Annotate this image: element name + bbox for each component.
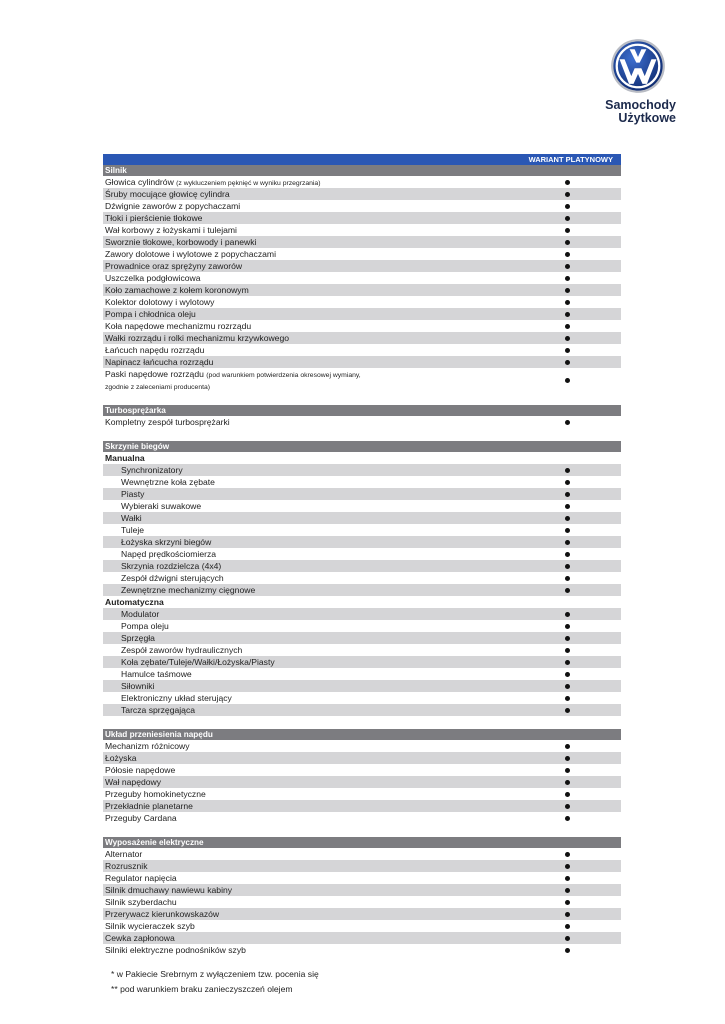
- table-row: [103, 920, 621, 932]
- row-label: [121, 548, 216, 560]
- included-dot-icon: [565, 792, 570, 797]
- row-label-text: Łańcuch napędu rozrządu: [105, 345, 205, 355]
- brand-name: [605, 99, 676, 125]
- row-label: [105, 812, 177, 824]
- row-label: [105, 740, 190, 752]
- row-label-text: Cewka zapłonowa: [105, 933, 175, 943]
- included-dot-icon: [565, 696, 570, 701]
- included-dot-icon: [565, 552, 570, 557]
- included-dot-icon: [565, 564, 570, 569]
- table-row: [103, 812, 621, 824]
- included-dot-icon: [565, 378, 570, 383]
- row-label: [105, 752, 137, 764]
- table-row: [103, 488, 621, 500]
- row-label-text: Przeguby homokinetyczne: [105, 789, 206, 799]
- table-row: [103, 800, 621, 812]
- row-label-text: Piasty: [121, 489, 145, 499]
- row-label: [121, 668, 192, 680]
- brand-line-1: Samochody: [605, 98, 676, 112]
- included-dot-icon: [565, 780, 570, 785]
- included-dot-icon: [565, 876, 570, 881]
- table-row: [103, 320, 621, 332]
- row-label-text: Śruby mocujące głowicę cylindra: [105, 189, 230, 199]
- table-row: [103, 656, 621, 668]
- row-label-text: Głowica cylindrów: [105, 177, 174, 187]
- table-row: [103, 872, 621, 884]
- included-dot-icon: [565, 804, 570, 809]
- row-label-text: Wałki rozrządu i rolki mechanizmu krzywkowego: [105, 333, 290, 343]
- included-dot-icon: [565, 240, 570, 245]
- table-row: [103, 176, 621, 188]
- included-dot-icon: [565, 528, 570, 533]
- row-label: [121, 656, 275, 668]
- row-label-text: Tłoki i pierścienie tłokowe: [105, 213, 203, 223]
- included-dot-icon: [565, 312, 570, 317]
- included-dot-icon: [565, 504, 570, 509]
- table-row: [103, 740, 621, 752]
- row-label-text: Prowadnice oraz sprężyny zaworów: [105, 261, 243, 271]
- included-dot-icon: [565, 612, 570, 617]
- included-dot-icon: [565, 684, 570, 689]
- included-dot-icon: [565, 816, 570, 821]
- table-row: [103, 788, 621, 800]
- row-note: (pod warunkiem potwierdzenia okresowej wymiany,: [206, 372, 361, 379]
- table-header: [103, 154, 621, 165]
- row-label: [121, 644, 242, 656]
- table-row: [103, 572, 621, 584]
- row-label: [105, 884, 232, 896]
- included-dot-icon: [565, 744, 570, 749]
- included-dot-icon: [565, 336, 570, 341]
- row-label-text: Manualna: [105, 453, 145, 463]
- row-label-text: Automatyczna: [105, 597, 164, 607]
- row-label: [105, 224, 237, 236]
- row-label-text: Sprzęgła: [121, 633, 155, 643]
- included-dot-icon: [565, 252, 570, 257]
- included-dot-icon: [565, 468, 570, 473]
- row-label: [105, 872, 177, 884]
- row-label-text: Hamulce taśmowe: [121, 669, 192, 679]
- row-label: [105, 452, 145, 464]
- included-dot-icon: [565, 180, 570, 185]
- row-label-text: Sworznie tłokowe, korbowody i panewki: [105, 237, 257, 247]
- included-dot-icon: [565, 768, 570, 773]
- row-label-text: Synchronizatory: [121, 465, 183, 475]
- included-dot-icon: [565, 492, 570, 497]
- row-label-text: Tuleje: [121, 525, 145, 535]
- row-label-text: Łożyska skrzyni biegów: [121, 537, 212, 547]
- row-label-text: Silniki elektryczne podnośników szyb: [105, 945, 246, 955]
- included-dot-icon: [565, 264, 570, 269]
- included-dot-icon: [565, 624, 570, 629]
- row-label: [121, 524, 144, 536]
- table-row: [103, 296, 621, 308]
- row-note-continued: zgodnie z zaleceniami producenta): [105, 384, 211, 391]
- table-row: [103, 200, 621, 212]
- table-row: [103, 680, 621, 692]
- row-label-text: Skrzynia rozdzielcza (4x4): [121, 561, 222, 571]
- included-dot-icon: [565, 204, 570, 209]
- included-dot-icon: [565, 288, 570, 293]
- row-label: [105, 596, 164, 608]
- row-label-text: Wałki: [121, 513, 142, 523]
- row-label-text: Przekładnie planetarne: [105, 801, 193, 811]
- row-label: [105, 860, 148, 872]
- warranty-table: [103, 154, 621, 956]
- row-label: [105, 908, 219, 920]
- row-label: [121, 692, 232, 704]
- table-row: [103, 944, 621, 956]
- table-row: [103, 272, 621, 284]
- row-label: [121, 512, 142, 524]
- row-label-text: Zewnętrzne mechanizmy cięgnowe: [121, 585, 256, 595]
- table-row: [103, 548, 621, 560]
- included-dot-icon: [565, 708, 570, 713]
- table-row: [103, 188, 621, 200]
- section-spacer: [103, 392, 621, 405]
- table-row: [103, 500, 621, 512]
- table-row: [103, 584, 621, 596]
- row-label: [121, 536, 211, 548]
- table-row: [103, 896, 621, 908]
- table-row: [103, 416, 621, 428]
- table-row: [103, 692, 621, 704]
- included-dot-icon: [565, 936, 570, 941]
- included-dot-icon: [565, 672, 570, 677]
- section-header: Wyposażenie elektryczne: [103, 837, 621, 848]
- row-label: [105, 296, 214, 308]
- section-header: Skrzynie biegów: [103, 441, 621, 452]
- vw-logo-icon: [610, 38, 666, 94]
- row-label-text: Paski napędowe rozrządu: [105, 369, 204, 379]
- row-label: [105, 369, 361, 393]
- row-label: [105, 944, 246, 956]
- table-row: [103, 752, 621, 764]
- row-label: [105, 284, 249, 296]
- table-row: [103, 212, 621, 224]
- footnotes: [111, 967, 319, 997]
- row-label-text: Dźwignie zaworów z popychaczami: [105, 201, 241, 211]
- row-label: [121, 476, 215, 488]
- table-row: [103, 596, 621, 608]
- row-label: [105, 236, 256, 248]
- row-label-text: Napęd prędkościomierza: [121, 549, 217, 559]
- row-label-text: Przeguby Cardana: [105, 813, 177, 823]
- row-label: [105, 212, 202, 224]
- row-label-text: Pompa i chłodnica oleju: [105, 309, 196, 319]
- included-dot-icon: [565, 588, 570, 593]
- row-label: [105, 776, 161, 788]
- table-row: [103, 260, 621, 272]
- table-row: [103, 764, 621, 776]
- row-label-text: Mechanizm różnicowy: [105, 741, 190, 751]
- row-label: [105, 416, 230, 428]
- row-label-text: Elektroniczny układ sterujący: [121, 693, 232, 703]
- row-label-text: Koło zamachowe z kołem koronowym: [105, 285, 249, 295]
- included-dot-icon: [565, 324, 570, 329]
- section-header: Turbosprężarka: [103, 405, 621, 416]
- row-label: [105, 920, 195, 932]
- table-row: [103, 860, 621, 872]
- included-dot-icon: [565, 216, 570, 221]
- included-dot-icon: [565, 228, 570, 233]
- row-label-text: Rozrusznik: [105, 861, 148, 871]
- row-label: [105, 848, 142, 860]
- table-row: [103, 632, 621, 644]
- row-label: [121, 620, 169, 632]
- row-label-text: Koła zębate/Tuleje/Wałki/Łożyska/Piasty: [121, 657, 275, 667]
- included-dot-icon: [565, 660, 570, 665]
- row-label: [105, 356, 213, 368]
- table-row: [103, 776, 621, 788]
- table-row: [103, 368, 621, 392]
- footnote-2: ** pod warunkiem braku zanieczyszczeń olejem: [111, 984, 293, 994]
- included-dot-icon: [565, 900, 570, 905]
- included-dot-icon: [565, 300, 570, 305]
- row-label-text: Kompletny zespół turbosprężarki: [105, 417, 230, 427]
- table-row: [103, 464, 621, 476]
- table-row: [103, 344, 621, 356]
- row-label-text: Pompa oleju: [121, 621, 169, 631]
- section-spacer: [103, 428, 621, 441]
- row-label: [105, 788, 206, 800]
- row-label-text: Wewnętrzne koła zębate: [121, 477, 215, 487]
- row-label-text: Zawory dolotowe i wylotowe z popychaczami: [105, 249, 276, 259]
- table-row: [103, 476, 621, 488]
- included-dot-icon: [565, 192, 570, 197]
- included-dot-icon: [565, 360, 570, 365]
- row-label: [121, 560, 221, 572]
- included-dot-icon: [565, 420, 570, 425]
- included-dot-icon: [565, 516, 570, 521]
- table-row: [103, 308, 621, 320]
- included-dot-icon: [565, 852, 570, 857]
- row-label: [121, 584, 255, 596]
- row-label-text: Koła napędowe mechanizmu rozrządu: [105, 321, 252, 331]
- table-row: [103, 236, 621, 248]
- footnote-1: * w Pakiecie Srebrnym z wyłączeniem tzw. pocenia się: [111, 969, 319, 979]
- table-row: [103, 908, 621, 920]
- row-label: [121, 680, 154, 692]
- row-note: (z wykluczeniem pęknięć w wyniku przegrzania): [176, 180, 321, 187]
- row-label: [105, 272, 201, 284]
- table-row: [103, 884, 621, 896]
- table-row: [103, 224, 621, 236]
- row-label: [105, 248, 276, 260]
- row-label: [105, 932, 175, 944]
- brand-line-2: Użytkowe: [618, 111, 676, 125]
- row-label: [105, 896, 177, 908]
- row-label: [105, 260, 242, 272]
- table-row: [103, 356, 621, 368]
- row-label: [105, 764, 175, 776]
- row-label: [105, 188, 230, 200]
- table-row: [103, 524, 621, 536]
- section-spacer: [103, 716, 621, 729]
- row-label-text: Napinacz łańcucha rozrządu: [105, 357, 214, 367]
- row-label-text: Przerywacz kierunkowskazów: [105, 909, 220, 919]
- included-dot-icon: [565, 864, 570, 869]
- row-label-text: Kolektor dolotowy i wylotowy: [105, 297, 215, 307]
- table-row: [103, 560, 621, 572]
- table-row: [103, 536, 621, 548]
- included-dot-icon: [565, 948, 570, 953]
- row-label-text: Silnik szyberdachu: [105, 897, 177, 907]
- row-label-text: Silnik wycieraczek szyb: [105, 921, 195, 931]
- table-row: [103, 512, 621, 524]
- included-dot-icon: [565, 480, 570, 485]
- table-row: [103, 848, 621, 860]
- row-label-text: Wał korbowy z łożyskami i tulejami: [105, 225, 237, 235]
- included-dot-icon: [565, 348, 570, 353]
- table-row: [103, 608, 621, 620]
- row-label-text: Półosie napędowe: [105, 765, 176, 775]
- row-label-text: Tarcza sprzęgająca: [121, 705, 196, 715]
- row-label-text: Siłowniki: [121, 681, 155, 691]
- row-label: [105, 320, 251, 332]
- included-dot-icon: [565, 576, 570, 581]
- table-row: [103, 932, 621, 944]
- included-dot-icon: [565, 540, 570, 545]
- row-label-text: Wybieraki suwakowe: [121, 501, 202, 511]
- table-row: [103, 704, 621, 716]
- row-label: [121, 632, 155, 644]
- row-label-text: Wał napędowy: [105, 777, 162, 787]
- row-label: [105, 200, 240, 212]
- table-row: [103, 452, 621, 464]
- section-header: Układ przeniesienia napędu: [103, 729, 621, 740]
- variant-column-header: WARIANT PLATYNOWY: [528, 155, 613, 164]
- row-label-text: Regulator napięcia: [105, 873, 177, 883]
- included-dot-icon: [565, 648, 570, 653]
- row-label-text: Łożyska: [105, 753, 137, 763]
- table-row: [103, 284, 621, 296]
- row-label-text: Alternator: [105, 849, 143, 859]
- included-dot-icon: [565, 636, 570, 641]
- table-row: [103, 248, 621, 260]
- table-row: [103, 668, 621, 680]
- row-label: [121, 488, 144, 500]
- table-row: [103, 332, 621, 344]
- row-label-text: Modulator: [121, 609, 160, 619]
- table-row: [103, 644, 621, 656]
- section-spacer: [103, 824, 621, 837]
- row-label: [121, 704, 195, 716]
- row-label: [105, 800, 193, 812]
- row-label: [121, 608, 159, 620]
- row-label-text: Zespół zaworów hydraulicznych: [121, 645, 243, 655]
- included-dot-icon: [565, 912, 570, 917]
- included-dot-icon: [565, 888, 570, 893]
- row-label: [121, 464, 183, 476]
- section-header: Silnik: [103, 165, 621, 176]
- row-label: [105, 344, 204, 356]
- row-label: [121, 572, 224, 584]
- row-label-text: Zespół dźwigni sterujących: [121, 573, 224, 583]
- row-label: [121, 500, 201, 512]
- row-label-text: Uszczelka podgłowicowa: [105, 273, 201, 283]
- included-dot-icon: [565, 276, 570, 281]
- row-label-text: Silnik dmuchawy nawiewu kabiny: [105, 885, 233, 895]
- row-label: [105, 308, 196, 320]
- row-label: [105, 332, 289, 344]
- included-dot-icon: [565, 756, 570, 761]
- table-row: [103, 620, 621, 632]
- included-dot-icon: [565, 924, 570, 929]
